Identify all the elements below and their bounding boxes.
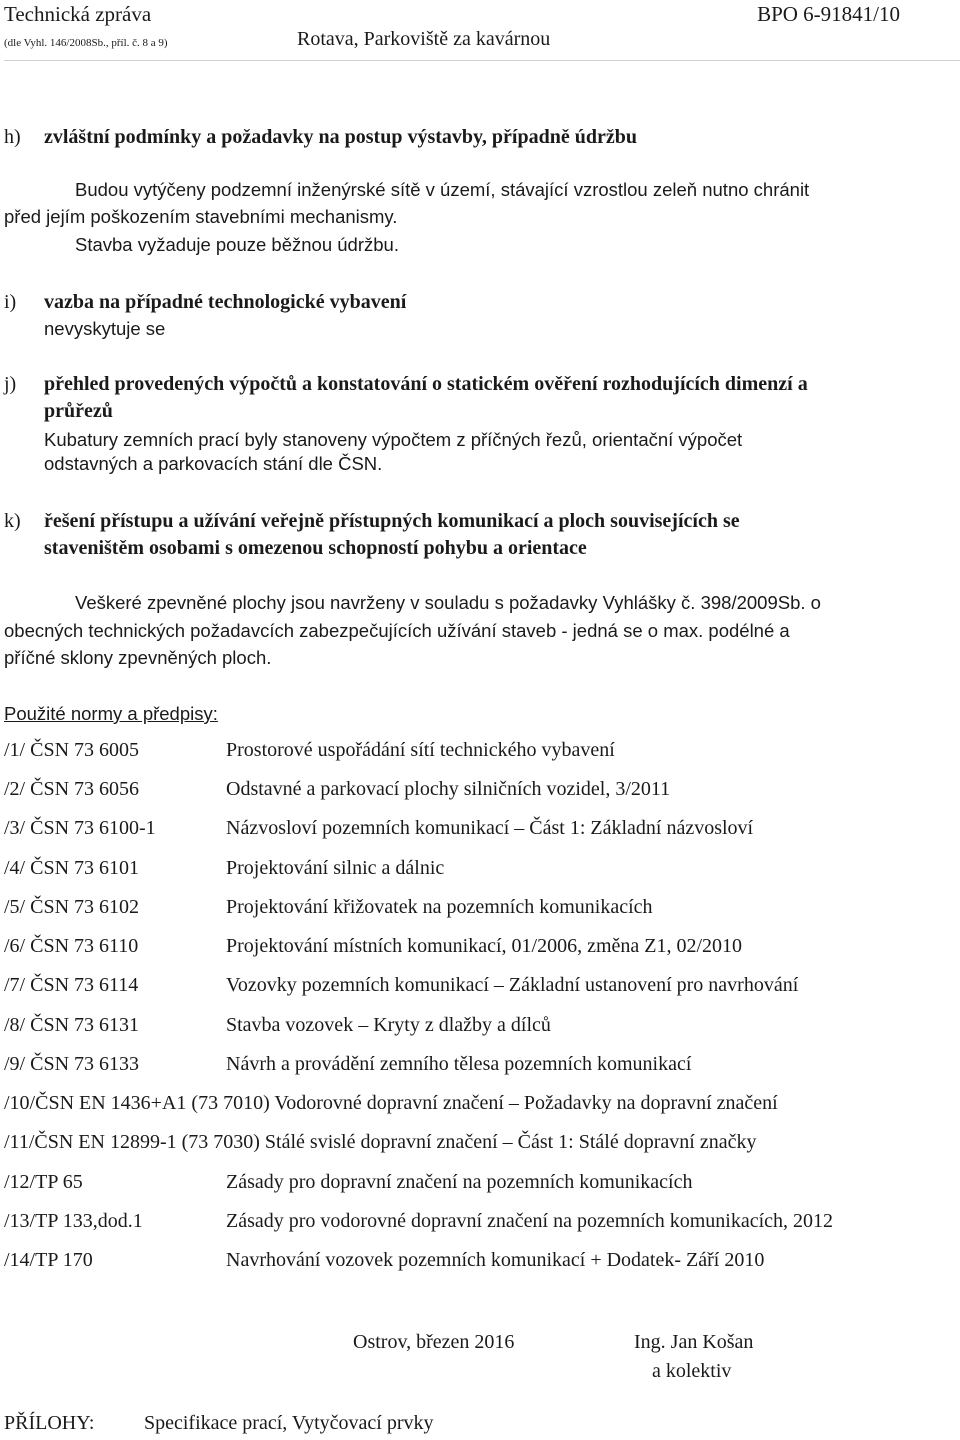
section-i-heading: vazba na případné technologické vybavení — [44, 291, 407, 313]
norm-title: Navrhování vozovek pozemních komunikací + Dodatek- Září 2010 — [226, 1249, 765, 1271]
norm-title: Projektování silnic a dálnic — [226, 857, 445, 879]
header-doc-code: BPO 6-91841/10 — [757, 2, 900, 26]
norm-code: /3/ ČSN 73 6100-1 — [4, 817, 156, 839]
norm-title: Návrh a provádění zemního tělesa pozemních komunikací — [226, 1053, 692, 1075]
norm-code: /2/ ČSN 73 6056 — [4, 778, 140, 800]
norm-title: Zásady pro vodorovné dopravní značení na pozemních komunikacích, 2012 — [226, 1210, 834, 1232]
norm-code: /4/ ČSN 73 6101 — [4, 857, 140, 879]
norm-code: /1/ ČSN 73 6005 — [4, 739, 140, 761]
norm-code: /5/ ČSN 73 6102 — [4, 896, 140, 918]
norm-code: /13/TP 133,dod.1 — [4, 1210, 143, 1232]
section-k-text-line3: příčné sklony zpevněných ploch. — [4, 647, 272, 668]
section-i-text: nevyskytuje se — [44, 318, 166, 339]
section-h-text-maintenance: Stavba vyžaduje pouze běžnou údržbu. — [75, 234, 399, 255]
section-j-letter: j) — [4, 373, 17, 395]
section-j-text-line1: Kubatury zemních prací byly stanoveny výpočtem z příčných řezů, orientační výpočet — [44, 429, 743, 450]
header-subtitle: (dle Vyhl. 146/2008Sb., příl. č. 8 a 9) — [4, 37, 168, 49]
norm-code: /6/ ČSN 73 6110 — [4, 935, 139, 957]
section-h-text-line1: Budou vytýčeny podzemní inženýrské sítě v území, stávající vzrostlou zeleň nutno chránit — [75, 179, 810, 200]
section-j-heading-line2: průřezů — [44, 400, 113, 422]
header-project: Rotava, Parkoviště za kavárnou — [297, 28, 551, 50]
attachments-label: PŘÍLOHY: — [4, 1412, 95, 1434]
section-i-letter: i) — [4, 291, 17, 313]
section-k-heading-line1: řešení přístupu a užívání veřejně přístupných komunikací a ploch souvisejících se — [44, 510, 740, 532]
norm-title: Stavba vozovek – Kryty z dlažby a dílců — [226, 1014, 551, 1036]
section-j-text-line2: odstavných a parkovacích stání dle ČSN. — [44, 453, 383, 474]
norm-code: /12/TP 65 — [4, 1171, 83, 1193]
section-k-heading-line2: staveništěm osobami s omezenou schopností pohybu a orientace — [44, 537, 587, 559]
signature-name: Ing. Jan Košan — [634, 1331, 754, 1353]
norm-title: Projektování místních komunikací, 01/2006, změna Z1, 02/2010 — [226, 935, 743, 957]
norm-title: Prostorové uspořádání sítí technického vybavení — [226, 739, 615, 761]
norm-code: /7/ ČSN 73 6114 — [4, 974, 139, 996]
norm-code: /8/ ČSN 73 6131 — [4, 1014, 140, 1036]
norm-title: Vozovky pozemních komunikací – Základní ustanovení pro navrhování — [226, 974, 799, 996]
norms-heading: Použité normy a předpisy: — [4, 703, 218, 724]
section-k-letter: k) — [4, 510, 21, 532]
section-k-text-line1: Veškeré zpevněné plochy jsou navrženy v souladu s požadavky Vyhlášky č. 398/2009Sb. o — [75, 592, 821, 613]
signature-place-date: Ostrov, březen 2016 — [353, 1331, 515, 1353]
norm-code: /9/ ČSN 73 6133 — [4, 1053, 140, 1075]
section-h-text-line2: před jejím poškozením stavebními mechanismy. — [4, 206, 398, 227]
section-j-heading-line1: přehled provedených výpočtů a konstatování o statickém ověření rozhodujících dimenzí a — [44, 373, 808, 395]
section-h-letter: h) — [4, 126, 21, 148]
norm-title: Odstavné a parkovací plochy silničních vozidel, 3/2011 — [226, 778, 671, 800]
norm-title: Projektování křižovatek na pozemních komunikacích — [226, 896, 653, 918]
header-title: Technická zpráva — [4, 2, 152, 26]
section-k-text-line2: obecných technických požadavcích zabezpečujících užívání staveb - jedná se o max. podélné a — [4, 620, 790, 641]
attachments-text: Specifikace prací, Vytyčovací prvky — [144, 1412, 434, 1434]
header-divider — [4, 60, 960, 61]
norm-code: /10/ČSN EN 1436+A1 (73 7010) Vodorovné dopravní značení – Požadavky na dopravní značení — [4, 1092, 778, 1114]
norm-title: Zásady pro dopravní značení na pozemních komunikacích — [226, 1171, 693, 1193]
norm-title: Názvosloví pozemních komunikací – Část 1: Základní názvosloví — [226, 817, 754, 839]
section-h-heading: zvláštní podmínky a požadavky na postup výstavby, případně údržbu — [44, 126, 637, 148]
norm-code: /11/ČSN EN 12899-1 (73 7030) Stálé svislé dopravní značení – Část 1: Stálé dopravní značky — [4, 1131, 757, 1153]
signature-team: a kolektiv — [652, 1360, 732, 1382]
norm-code: /14/TP 170 — [4, 1249, 93, 1271]
